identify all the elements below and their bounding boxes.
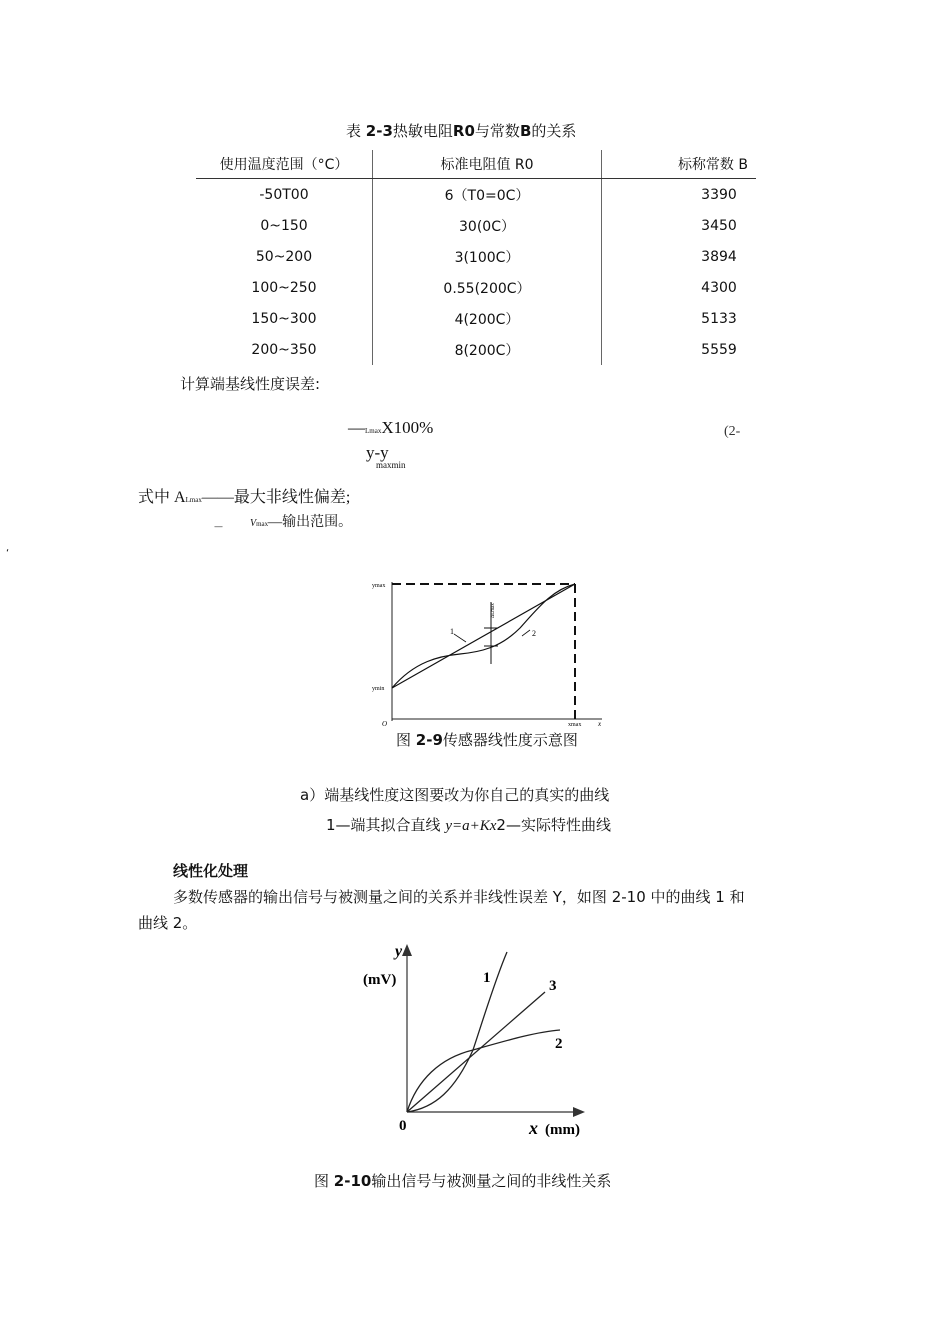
table-caption-r0: R0 xyxy=(452,122,475,140)
fig29-note-a: a）端基线性度这图要改为你自己的真实的曲线 xyxy=(300,786,610,804)
fig210-curve-3 xyxy=(407,992,545,1112)
fig210-x-unit: (mm) xyxy=(545,1122,580,1138)
fig29-x-label: x xyxy=(598,720,602,728)
fig29-caption-number: 2-9 xyxy=(415,731,443,749)
table-row xyxy=(196,334,756,365)
fig210-curve-3-label: 3 xyxy=(549,978,557,994)
where-text: ——最大非线性偏差; xyxy=(201,489,351,506)
formula-times-100: X100% xyxy=(381,418,434,437)
cell-temp-range: -50T00 xyxy=(196,179,373,211)
table-caption-text-2: 与常数 xyxy=(474,122,520,140)
table-row xyxy=(196,303,756,334)
cell-temp-range: 100~250 xyxy=(196,272,373,303)
figure-2-10 xyxy=(355,940,600,1140)
cell-constant-b: 5133 xyxy=(701,310,737,327)
fig29-caption-prefix: 图 xyxy=(396,731,412,749)
table-header-row xyxy=(196,150,756,179)
range-var: V xyxy=(250,518,257,529)
table-row xyxy=(196,241,756,272)
cell-resistance: 3(100C） xyxy=(373,241,602,272)
cell-resistance: 6（T0=0C） xyxy=(373,179,602,211)
fig29-curve-2-label: 2 xyxy=(532,629,536,638)
where-sub: Lmax xyxy=(185,496,202,504)
fig210-y-arrow xyxy=(402,944,412,956)
fig29-xmax-label: xmax xyxy=(568,722,582,728)
cell-constant-b: 3390 xyxy=(701,186,737,203)
fig29-caption-text: 传感器线性度示意图 xyxy=(442,731,578,749)
fig29-leader-2 xyxy=(522,630,530,636)
formula-numerator xyxy=(348,418,433,438)
cell-resistance: 8(200C） xyxy=(373,334,602,365)
fig210-caption-number: 2-10 xyxy=(333,1172,372,1190)
formula-range-line xyxy=(250,513,352,534)
thermistor-table xyxy=(196,150,756,365)
table-row xyxy=(196,210,756,241)
fig29-ymax-label: ymax xyxy=(372,583,386,589)
cell-constant-b: 5559 xyxy=(701,341,737,358)
fig210-y-label: y xyxy=(395,943,403,960)
cell-resistance: 0.55(200C） xyxy=(373,272,602,303)
fig29-caption xyxy=(396,730,578,750)
fig210-caption-text: 输出信号与被测量之间的非线性关系 xyxy=(371,1172,612,1190)
fig210-caption xyxy=(314,1171,611,1191)
header-constant-b: 标称常数 B xyxy=(602,150,757,179)
stray-mark: ‘ xyxy=(6,548,10,559)
note-b-equation: y=a+Kx xyxy=(445,818,497,834)
section-para-line-2: 曲线 2。 xyxy=(138,914,198,932)
fig210-curve-2 xyxy=(407,1030,560,1112)
range-text: —输出范围。 xyxy=(268,515,353,530)
cell-constant-b: 4300 xyxy=(701,279,737,296)
fig29-note-b xyxy=(326,815,611,836)
fig210-y-unit: (mV) xyxy=(363,972,397,988)
fig210-caption-prefix: 图 xyxy=(314,1172,330,1190)
fig210-curve-2-label: 2 xyxy=(555,1036,563,1052)
cell-resistance: 30(0C） xyxy=(373,210,602,241)
table-caption xyxy=(346,121,576,141)
table-caption-prefix: 表 xyxy=(346,122,362,140)
table-caption-b: B xyxy=(519,122,532,140)
formula-lmax-sub: Lmax xyxy=(365,427,382,435)
fig210-x-arrow xyxy=(573,1107,585,1117)
where-prefix: 式中 A xyxy=(138,489,186,506)
fig29-leader-1 xyxy=(454,634,466,642)
cell-constant-b: 3894 xyxy=(701,248,737,265)
table-caption-suffix: 的关系 xyxy=(531,122,577,140)
fig29-ymin-label: ymin xyxy=(372,686,385,692)
formula-dash: — xyxy=(348,418,365,437)
note-b-part-2: 2—实际特性曲线 xyxy=(496,816,611,834)
section-para-line-1: 多数传感器的输出信号与被测量之间的关系并非线性误差 Y，如图 2-10 中的曲线 1 和 xyxy=(173,888,745,906)
cell-constant-b: 3450 xyxy=(701,217,737,234)
equation-number: (2- xyxy=(724,424,741,439)
fig29-delta-label: ΔLmax xyxy=(491,603,496,618)
fig210-curve-1-label: 1 xyxy=(483,970,491,986)
cell-temp-range: 200~350 xyxy=(196,334,373,365)
fig29-curve-1-label: 1 xyxy=(450,627,454,636)
note-b-part-1: 1—端其拟合直线 xyxy=(326,816,441,834)
section-heading: 线性化处理 xyxy=(173,862,249,880)
table-caption-text: 热敏电阻 xyxy=(392,122,453,140)
figure-2-9 xyxy=(370,576,610,728)
table-row xyxy=(196,272,756,303)
fig29-origin-label: O xyxy=(382,720,388,728)
formula-denominator: y-y xyxy=(366,443,389,462)
header-resistance: 标准电阻值 R0 xyxy=(373,150,602,179)
fig210-x-label: x xyxy=(529,1118,538,1138)
table-caption-number: 2-3 xyxy=(365,122,393,140)
cell-resistance: 4(200C） xyxy=(373,303,602,334)
formula-denominator-sub: maxmin xyxy=(376,460,406,470)
fig210-origin: 0 xyxy=(399,1118,407,1134)
fig210-curve-1 xyxy=(407,952,507,1112)
cell-temp-range: 50~200 xyxy=(196,241,373,272)
range-var-sub: max xyxy=(256,520,269,528)
cell-temp-range: 150~300 xyxy=(196,303,373,334)
table-row xyxy=(196,179,756,211)
formula-intro: 计算端基线性度误差: xyxy=(180,375,321,393)
range-marker: — xyxy=(214,522,223,532)
header-temp-range: 使用温度范围（°C） xyxy=(196,150,373,179)
formula-where-line xyxy=(138,488,350,510)
cell-temp-range: 0~150 xyxy=(196,210,373,241)
